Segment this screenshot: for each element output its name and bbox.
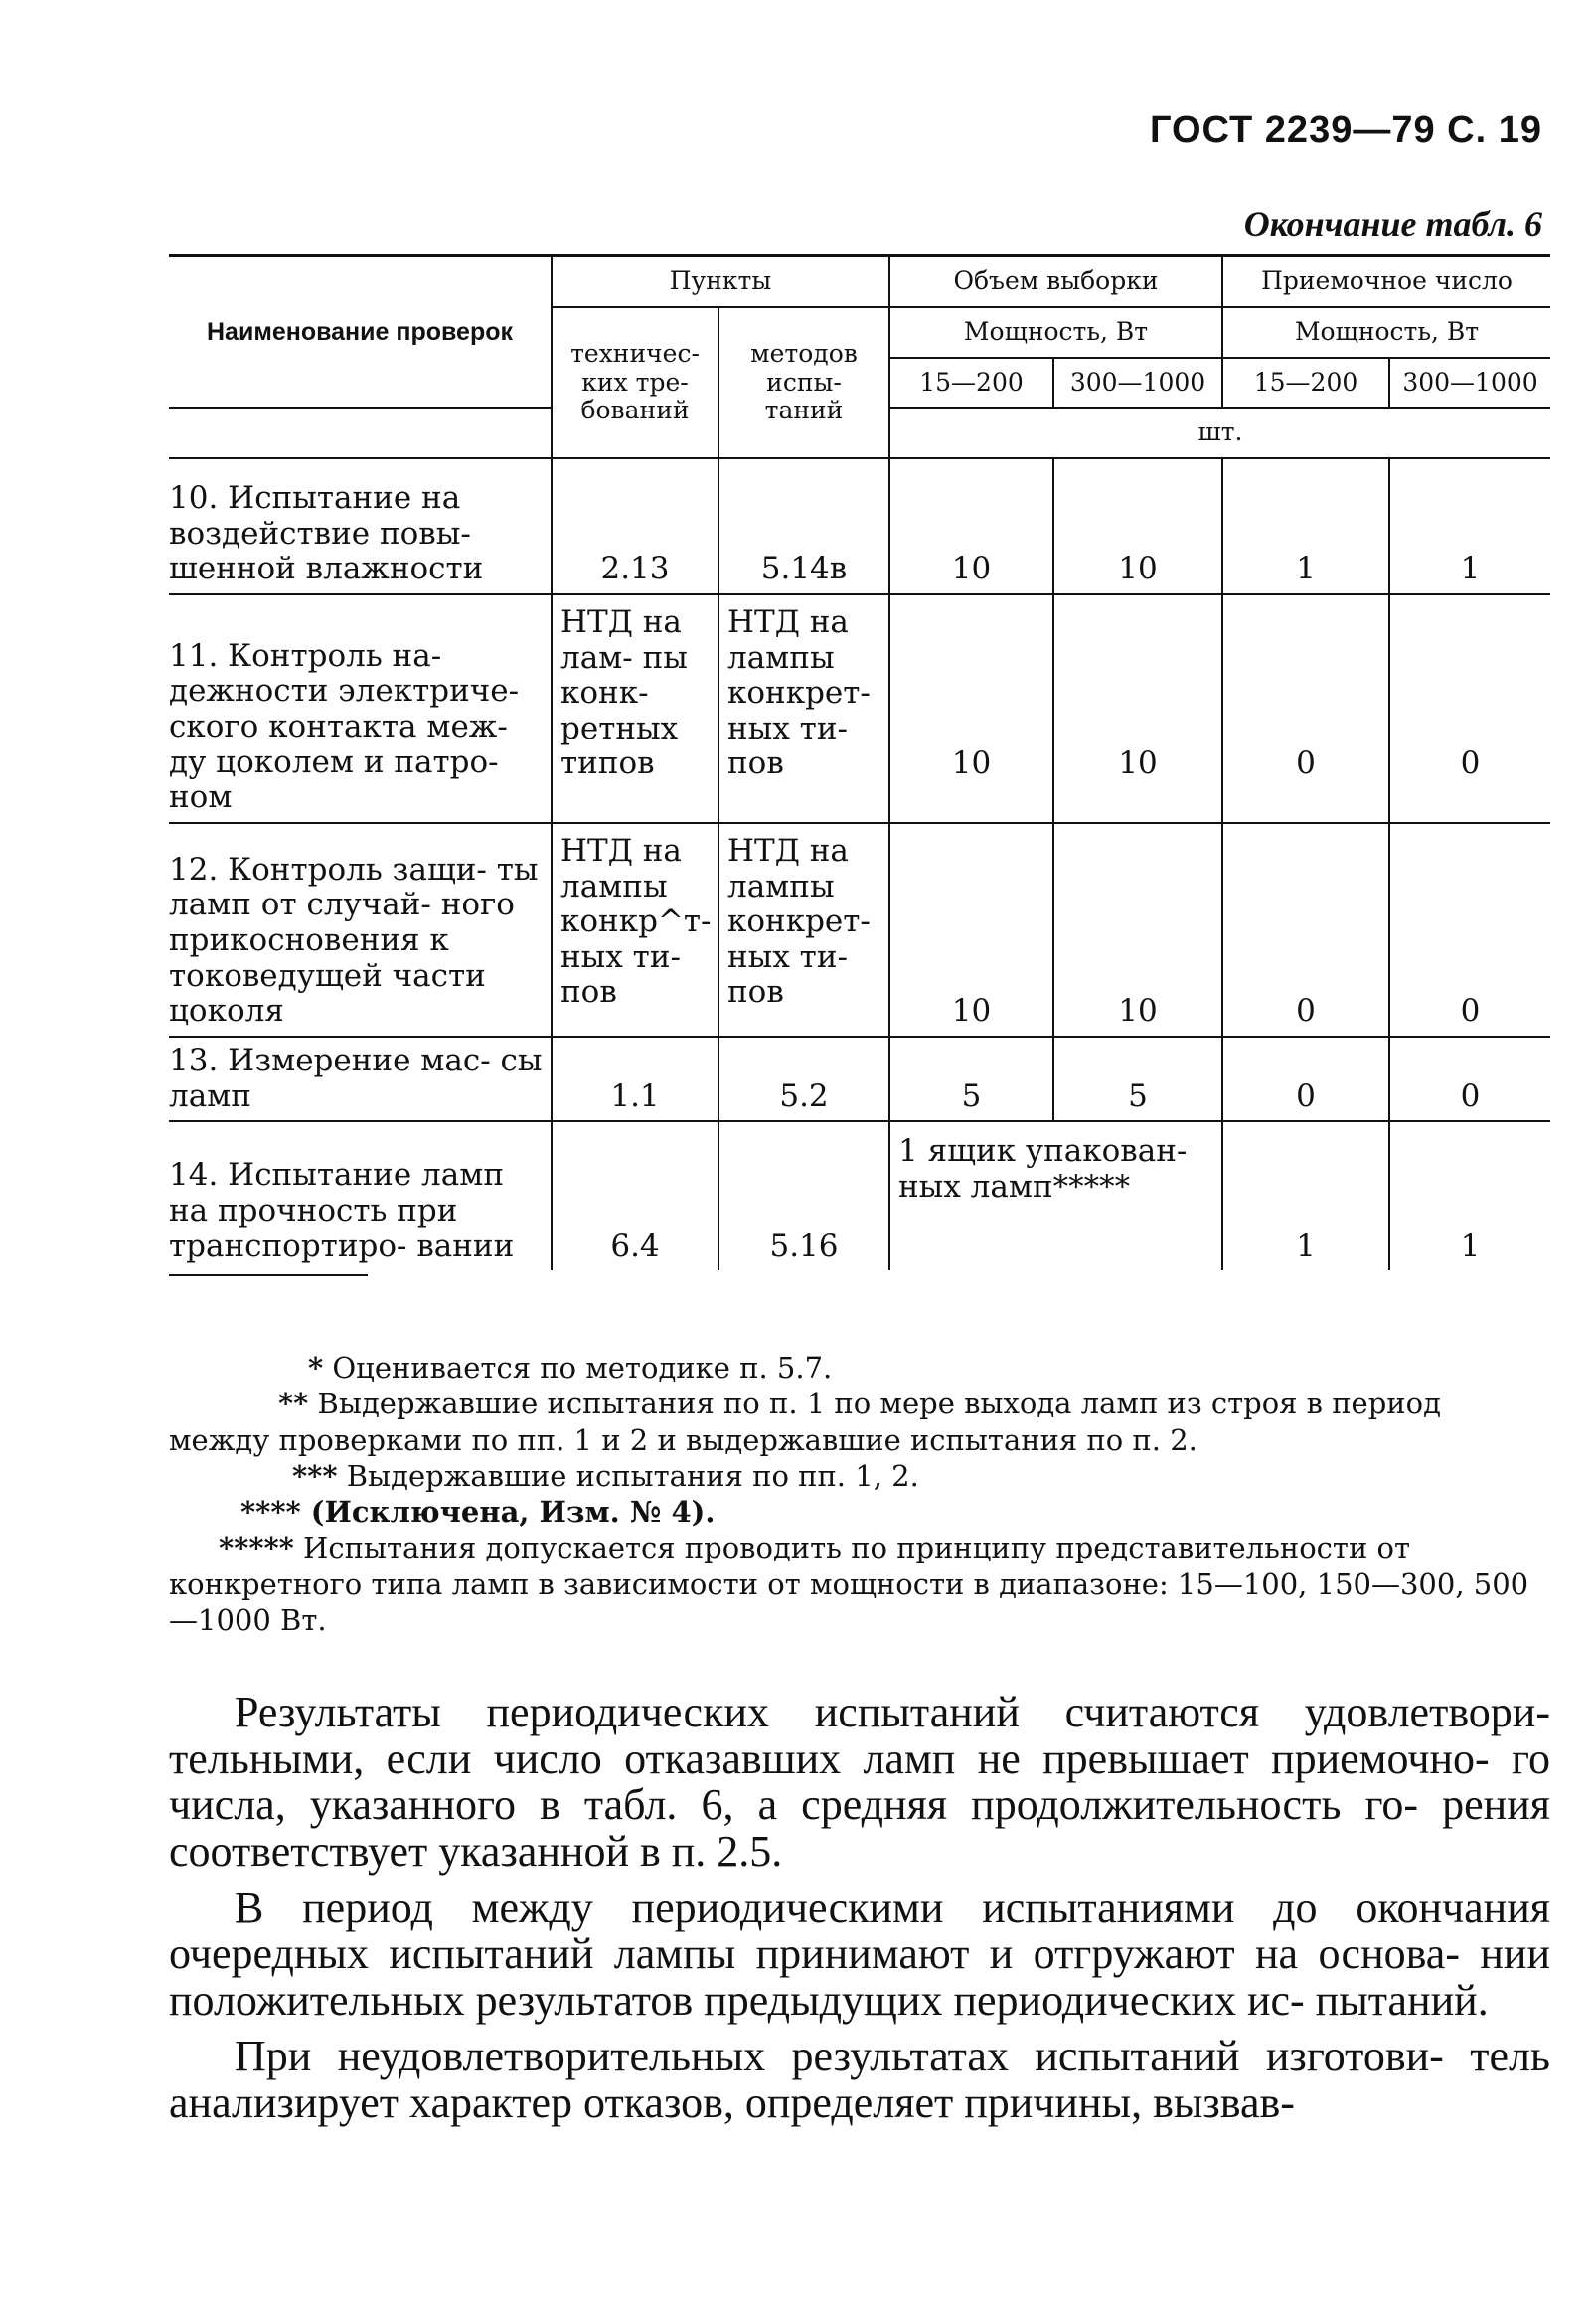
- row-accept-300-1000: 0: [1389, 823, 1550, 1037]
- row-method: НТД на лампы конкрет- ных ти- пов: [718, 594, 889, 823]
- footnote-text: Испытания допускается проводить по принципу представительности от конкретного типа ламп в зависимости от мощности в диапазоне: 15—100, 150—300, 500—1000 Вт.: [169, 1531, 1529, 1637]
- column-header-range-a2: 15—200: [1222, 358, 1389, 409]
- inspection-table-container: [169, 254, 1550, 1276]
- table-row: [169, 458, 1550, 594]
- table-end-rule: [169, 1274, 368, 1276]
- body-text: [169, 1690, 1550, 2137]
- column-header-accept-number: Приемочное число: [1222, 256, 1550, 307]
- row-accept-15-200: 0: [1222, 594, 1389, 823]
- body-paragraph-1: Результаты периодических испытаний считаются удовлетвори- тельными, если число отказавших ламп не превышает приемочно- го числа, указанного в табл. 6, а средняя продолжительность го- рения соответствует указанной в п. 2.5.: [169, 1688, 1550, 1876]
- row-sample-15-200: 5: [889, 1037, 1053, 1121]
- footnote-2: [169, 1386, 1550, 1458]
- column-header-sample-volume: Объем выборки: [889, 256, 1222, 307]
- row-accept-15-200: 1: [1222, 1121, 1389, 1270]
- row-sample-15-200: 10: [889, 823, 1053, 1037]
- footnote-mark: ***: [292, 1458, 338, 1493]
- footnote-text: (Исключена, Изм. № 4).: [300, 1495, 716, 1529]
- row-accept-15-200: 0: [1222, 1037, 1389, 1121]
- row-name: 14. Испытание ламп на прочность при транспортиро- вании: [169, 1121, 552, 1270]
- footnote-5: [169, 1530, 1550, 1638]
- footnote-mark: **: [278, 1387, 309, 1421]
- row-sample-300-1000: 10: [1053, 823, 1222, 1037]
- column-header-unit: шт.: [889, 408, 1550, 458]
- footnote-mark: *: [308, 1351, 324, 1385]
- page-header: ГОСТ 2239—79 С. 19: [1149, 109, 1542, 151]
- footnote-text: Выдержавшие испытания по пп. 1, 2.: [337, 1458, 919, 1493]
- row-accept-300-1000: 0: [1389, 1037, 1550, 1121]
- row-name: 13. Измерение мас- сы ламп: [169, 1037, 552, 1121]
- footnote-mark: *****: [219, 1531, 294, 1565]
- column-header-power-sample: Мощность, Вт: [889, 307, 1222, 358]
- column-header-range-b1: 300—1000: [1053, 358, 1222, 409]
- row-method: 5.14в: [718, 458, 889, 594]
- footnote-text: Выдержавшие испытания по п. 1 по мере выхода ламп из строя в период между проверками по пп. 1 и 2 и выдержавшие испытания по п. 2.: [169, 1387, 1441, 1457]
- table-row: [169, 594, 1550, 823]
- row-name: 10. Испытание на воздействие повы- шенной влажности: [169, 458, 552, 594]
- footnote-4: [169, 1494, 1550, 1530]
- footnote-3: [169, 1458, 1550, 1494]
- row-name: 11. Контроль на- дежности электриче- ского контакта меж- ду цоколем и патро- ном: [169, 594, 552, 823]
- row-tech: НТД на лампы конкр^т- ных ти- пов: [552, 823, 718, 1037]
- row-accept-300-1000: 0: [1389, 594, 1550, 823]
- column-header-tech: техничес- ких тре- бований: [552, 307, 718, 458]
- body-paragraph-3: При неудовлетворительных результатах испытаний изготови- тель анализирует характер отказов, определяет причины, вызвав-: [169, 2032, 1550, 2127]
- row-sample-note: 1 ящик упакован- ных ламп*****: [889, 1121, 1222, 1270]
- footnote-1: [169, 1350, 1550, 1386]
- row-sample-15-200: 10: [889, 594, 1053, 823]
- row-sample-300-1000: 10: [1053, 594, 1222, 823]
- column-header-points: Пункты: [552, 256, 889, 307]
- row-sample-15-200: 10: [889, 458, 1053, 594]
- row-tech: 1.1: [552, 1037, 718, 1121]
- column-header-methods: методов испы- таний: [718, 307, 889, 458]
- column-header-range-a1: 15—200: [889, 358, 1053, 409]
- row-method: НТД на лампы конкрет- ных ти- пов: [718, 823, 889, 1037]
- row-tech: 2.13: [552, 458, 718, 594]
- row-tech: 6.4: [552, 1121, 718, 1270]
- footnote-text: Оценивается по методике п. 5.7.: [323, 1351, 833, 1385]
- body-paragraph-2: В период между периодическими испытаниями до окончания очередных испытаний лампы принимают и отгружают на основа- нии положительных результатов предыдущих периодических ис- пытаний.: [169, 1883, 1550, 2025]
- column-header-power-accept: Мощность, Вт: [1222, 307, 1550, 358]
- row-tech: НТД на лам- пы конк- ретных типов: [552, 594, 718, 823]
- inspection-table: [169, 254, 1550, 1270]
- column-header-name: Наименование проверок: [169, 256, 552, 409]
- row-method: 5.16: [718, 1121, 889, 1270]
- footnotes: [169, 1350, 1550, 1638]
- table-caption: Окончание табл. 6: [1243, 204, 1542, 244]
- row-accept-15-200: 0: [1222, 823, 1389, 1037]
- row-sample-300-1000: 10: [1053, 458, 1222, 594]
- row-accept-300-1000: 1: [1389, 1121, 1550, 1270]
- column-header-range-b2: 300—1000: [1389, 358, 1550, 409]
- column-header-spacer: [169, 408, 552, 458]
- row-method: 5.2: [718, 1037, 889, 1121]
- footnote-mark: ****: [240, 1495, 301, 1529]
- row-accept-15-200: 1: [1222, 458, 1389, 594]
- table-row: [169, 1121, 1550, 1270]
- row-sample-300-1000: 5: [1053, 1037, 1222, 1121]
- row-accept-300-1000: 1: [1389, 458, 1550, 594]
- table-row: [169, 1037, 1550, 1121]
- table-row: [169, 823, 1550, 1037]
- row-name: 12. Контроль защи- ты ламп от случай- ного прикосновения к токоведущей части цоколя: [169, 823, 552, 1037]
